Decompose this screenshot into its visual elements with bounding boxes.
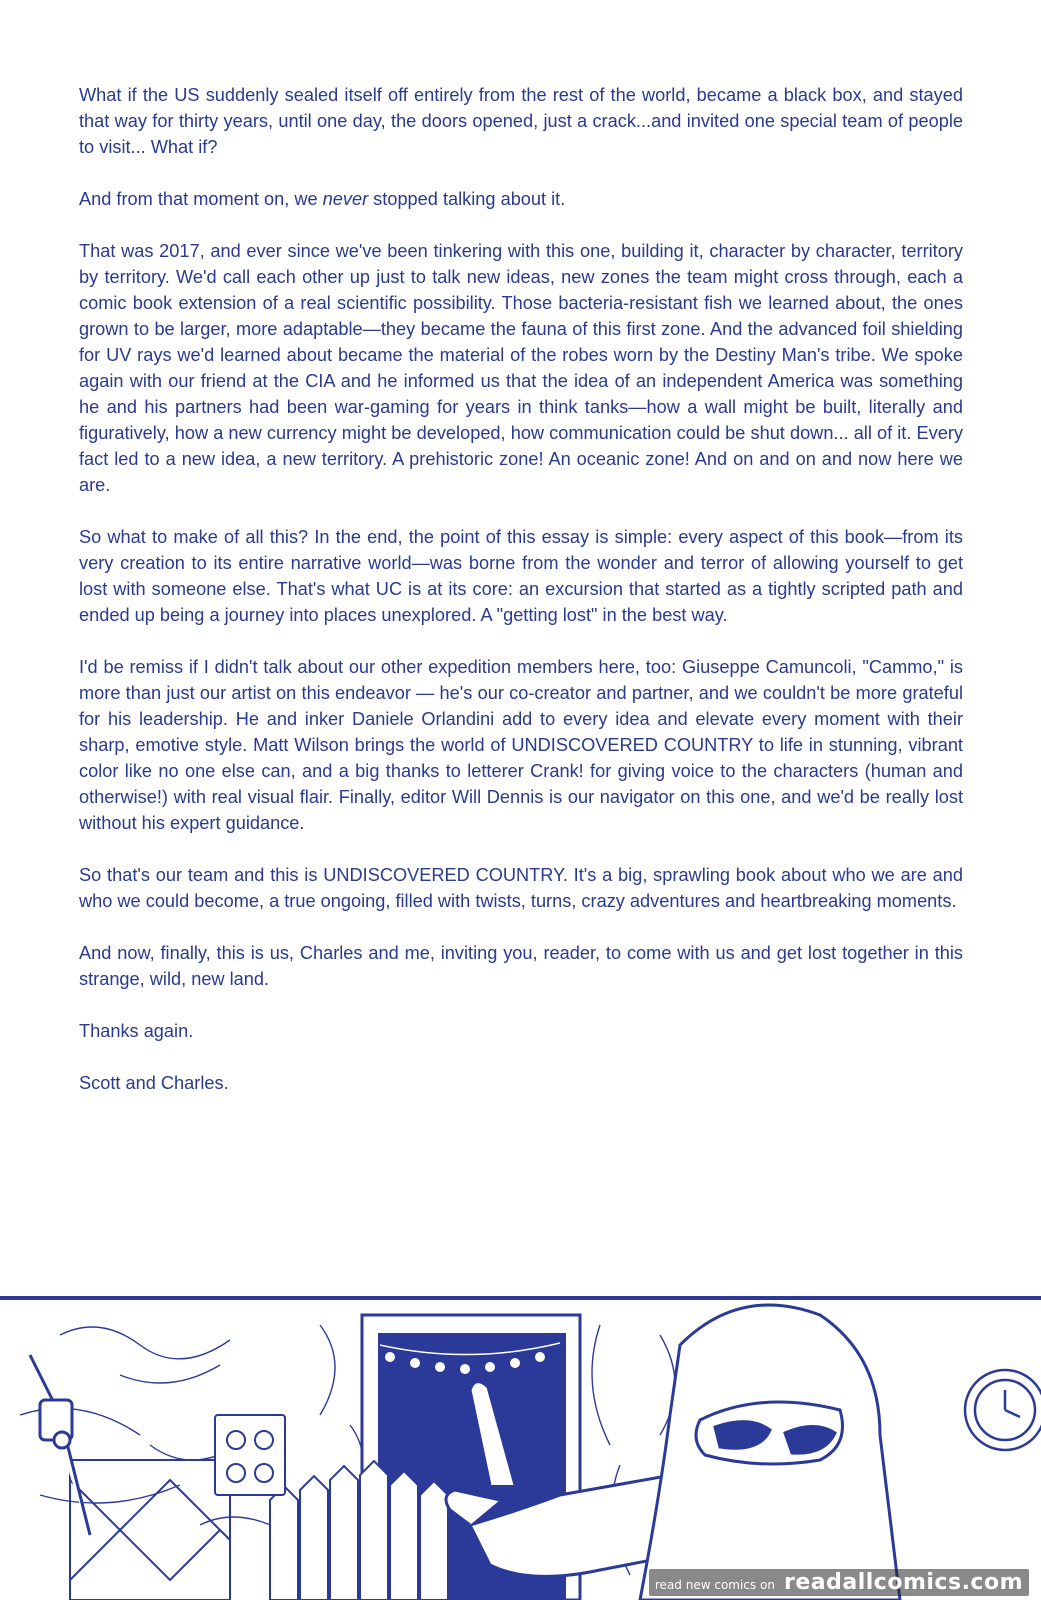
wall-clock [965, 1370, 1041, 1450]
electrical-outlet-box [215, 1415, 285, 1495]
paragraph-thanks: Thanks again. [79, 1021, 194, 1041]
paragraph-never-start: And from that moment on, we [79, 189, 323, 209]
paragraph-what-to-make: So what to make of all this? In the end, the point of this essay is simple: every aspect of this book—from its very creation to its entire narrative world—was borne from the wonder and terror of allowing yourself to get lost with someone else. That's what UC is at its core: an excursion that started as a tightly scripted path and ended up being a journey into places unexplored. A "getting lost" in the best way. [79, 527, 963, 625]
paragraph-invitation: And now, finally, this is us, Charles and me, inviting you, reader, to come with us and get lost together in this strange, wild, new land. [79, 943, 963, 989]
emphasis-never: never [322, 189, 369, 209]
panel-art-svg [0, 1295, 1041, 1600]
paragraph-our-team: So that's our team and this is UNDISCOVERED COUNTRY. It's a big, sprawling book about who we are and who we could become, a true ongoing, filled with twists, turns, crazy adventures and heartbreaking moments. [79, 865, 963, 911]
essay-text [79, 82, 963, 1122]
paragraph-never-end: stopped talking about it. [368, 189, 566, 209]
paragraph-2017: That was 2017, and ever since we've been tinkering with this one, building it, character by character, territory by territory. We'd call each other up just to talk new ideas, new zones the team might cross through, each a comic book extension of a real scientific possibility. Those bacteria-resistant fish we learned about, the ones grown to be larger, more adaptable—they became the fauna of this first zone. And the advanced foil shielding for UV rays we'd learned about became the material of the robes worn by the Destiny Man's tribe. We spoke again with our friend at the CIA and he informed us that the idea of an independent America was something he and his partners had been war-gaming for years in think tanks—how a wall might be built, literally and figuratively, how a new currency might be developed, how communication could be shut down... all of it. Every fact led to a new idea, a new territory. A prehistoric zone! An oceanic zone! And on and on and now here we are. [79, 241, 963, 495]
site-watermark [649, 1569, 1029, 1596]
comic-panel-illustration [0, 1295, 1041, 1600]
paragraph-what-if: What if the US suddenly sealed itself off entirely from the rest of the world, became a black box, and stayed that way for thirty years, until one day, the doors opened, just a crack...and invited one special team of people to visit... What if? [79, 85, 963, 157]
paragraph-signature: Scott and Charles. [79, 1073, 229, 1093]
paragraph-expedition-members: I'd be remiss if I didn't talk about our other expedition members here, too: Giuseppe Camuncoli, "Cammo," is more than just our artist on this endeavor — he's our co-creator and partner, and we couldn't be more grateful for his leadership. He and inker Daniele Orlandini add to every idea and elevate every moment with their sharp, emotive style. Matt Wilson brings the world of UNDISCOVERED COUNTRY to life in stunning, vibrant color like no one else can, and a big thanks to letterer Crank! for giving voice to the characters (human and otherwise!) with real visual flair. Finally, editor Will Dennis is our navigator on this one, and we'd be really lost without his expert guidance. [79, 657, 963, 833]
watermark-tagline: read new comics on [654, 1578, 775, 1592]
watermark-site-name: readallcomics.com [784, 1570, 1023, 1595]
paragraph-never-stopped [79, 186, 963, 212]
